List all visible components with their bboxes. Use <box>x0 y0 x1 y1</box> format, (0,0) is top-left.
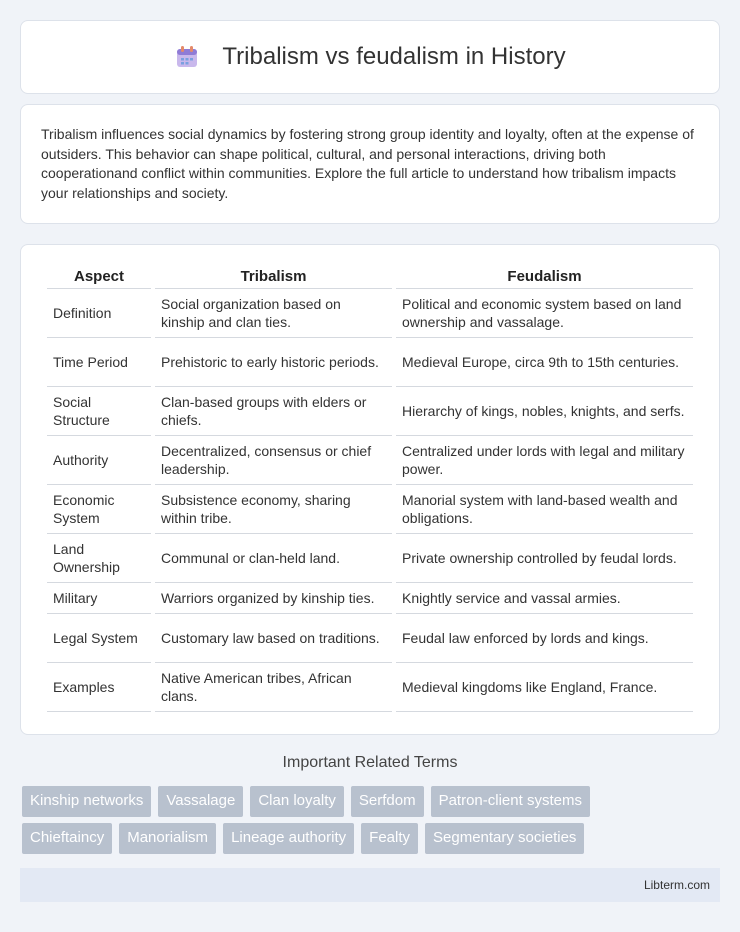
table-cell-feudalism: Medieval Europe, circa 9th to 15th centuries. <box>396 338 693 387</box>
calendar-icon <box>174 44 200 70</box>
tag-row <box>22 823 722 854</box>
tag-vassalage[interactable]: Vassalage <box>158 786 243 817</box>
table-cell-aspect: Definition <box>47 289 151 338</box>
table-cell-feudalism: Manorial system with land-based wealth and obligations. <box>396 485 693 534</box>
header-tribalism: Tribalism <box>155 263 392 289</box>
page-title: Tribalism vs feudalism in History <box>222 43 566 70</box>
table-cell-aspect: Military <box>47 583 151 614</box>
footer <box>20 868 720 902</box>
tag-manorialism[interactable]: Manorialism <box>119 823 216 854</box>
table-row <box>47 338 693 387</box>
table-cell-feudalism: Medieval kingdoms like England, France. <box>396 663 693 712</box>
table-cell-tribalism: Customary law based on traditions. <box>155 614 392 663</box>
table-header-row <box>47 263 693 289</box>
table-row <box>47 289 693 338</box>
table-cell-aspect: Economic System <box>47 485 151 534</box>
tag-fealty[interactable]: Fealty <box>361 823 418 854</box>
table-row <box>47 534 693 583</box>
header-aspect: Aspect <box>47 263 151 289</box>
intro-text: Tribalism influences social dynamics by fostering strong group identity and loyalty, often at the expense of outsiders. This behavior can shape political, cultural, and personal interactions, driving both cooperationand conflict within communities. Explore the full article to understand how tribalism impacts your relationships and society. <box>41 126 694 201</box>
related-terms-title: Important Related Terms <box>282 754 458 771</box>
table-row <box>47 387 693 436</box>
table-cell-tribalism: Subsistence economy, sharing within tribe. <box>155 485 392 534</box>
related-terms-tags <box>22 786 722 860</box>
title-card <box>20 20 720 94</box>
table-cell-aspect: Land Ownership <box>47 534 151 583</box>
tag-row <box>22 786 722 817</box>
footer-site-link[interactable]: Libterm.com <box>643 878 710 892</box>
table-cell-tribalism: Decentralized, consensus or chief leadership. <box>155 436 392 485</box>
table-cell-tribalism: Clan-based groups with elders or chiefs. <box>155 387 392 436</box>
table-cell-feudalism: Feudal law enforced by lords and kings. <box>396 614 693 663</box>
table-cell-tribalism: Warriors organized by kinship ties. <box>155 583 392 614</box>
table-row <box>47 436 693 485</box>
tag-lineage-authority[interactable]: Lineage authority <box>223 823 354 854</box>
tag-patron-client-systems[interactable]: Patron-client systems <box>431 786 590 817</box>
table-row <box>47 614 693 663</box>
table-cell-aspect: Social Structure <box>47 387 151 436</box>
table-cell-feudalism: Political and economic system based on land ownership and vassalage. <box>396 289 693 338</box>
table-cell-aspect: Authority <box>47 436 151 485</box>
table-cell-tribalism: Native American tribes, African clans. <box>155 663 392 712</box>
tag-serfdom[interactable]: Serfdom <box>351 786 424 817</box>
table-cell-feudalism: Hierarchy of kings, nobles, knights, and serfs. <box>396 387 693 436</box>
intro-card <box>20 104 720 224</box>
table-cell-feudalism: Knightly service and vassal armies. <box>396 583 693 614</box>
tag-clan-loyalty[interactable]: Clan loyalty <box>250 786 344 817</box>
header-feudalism: Feudalism <box>396 263 693 289</box>
tag-chieftaincy[interactable]: Chieftaincy <box>22 823 112 854</box>
table-row <box>47 663 693 712</box>
tag-kinship-networks[interactable]: Kinship networks <box>22 786 151 817</box>
comparison-card <box>20 244 720 735</box>
tag-segmentary-societies[interactable]: Segmentary societies <box>425 823 584 854</box>
table-cell-aspect: Examples <box>47 663 151 712</box>
table-cell-tribalism: Prehistoric to early historic periods. <box>155 338 392 387</box>
comparison-table <box>43 263 697 712</box>
table-cell-tribalism: Communal or clan-held land. <box>155 534 392 583</box>
table-cell-feudalism: Private ownership controlled by feudal lords. <box>396 534 693 583</box>
table-row <box>47 485 693 534</box>
table-cell-feudalism: Centralized under lords with legal and military power. <box>396 436 693 485</box>
table-cell-tribalism: Social organization based on kinship and clan ties. <box>155 289 392 338</box>
table-cell-aspect: Legal System <box>47 614 151 663</box>
table-cell-aspect: Time Period <box>47 338 151 387</box>
table-row <box>47 583 693 614</box>
